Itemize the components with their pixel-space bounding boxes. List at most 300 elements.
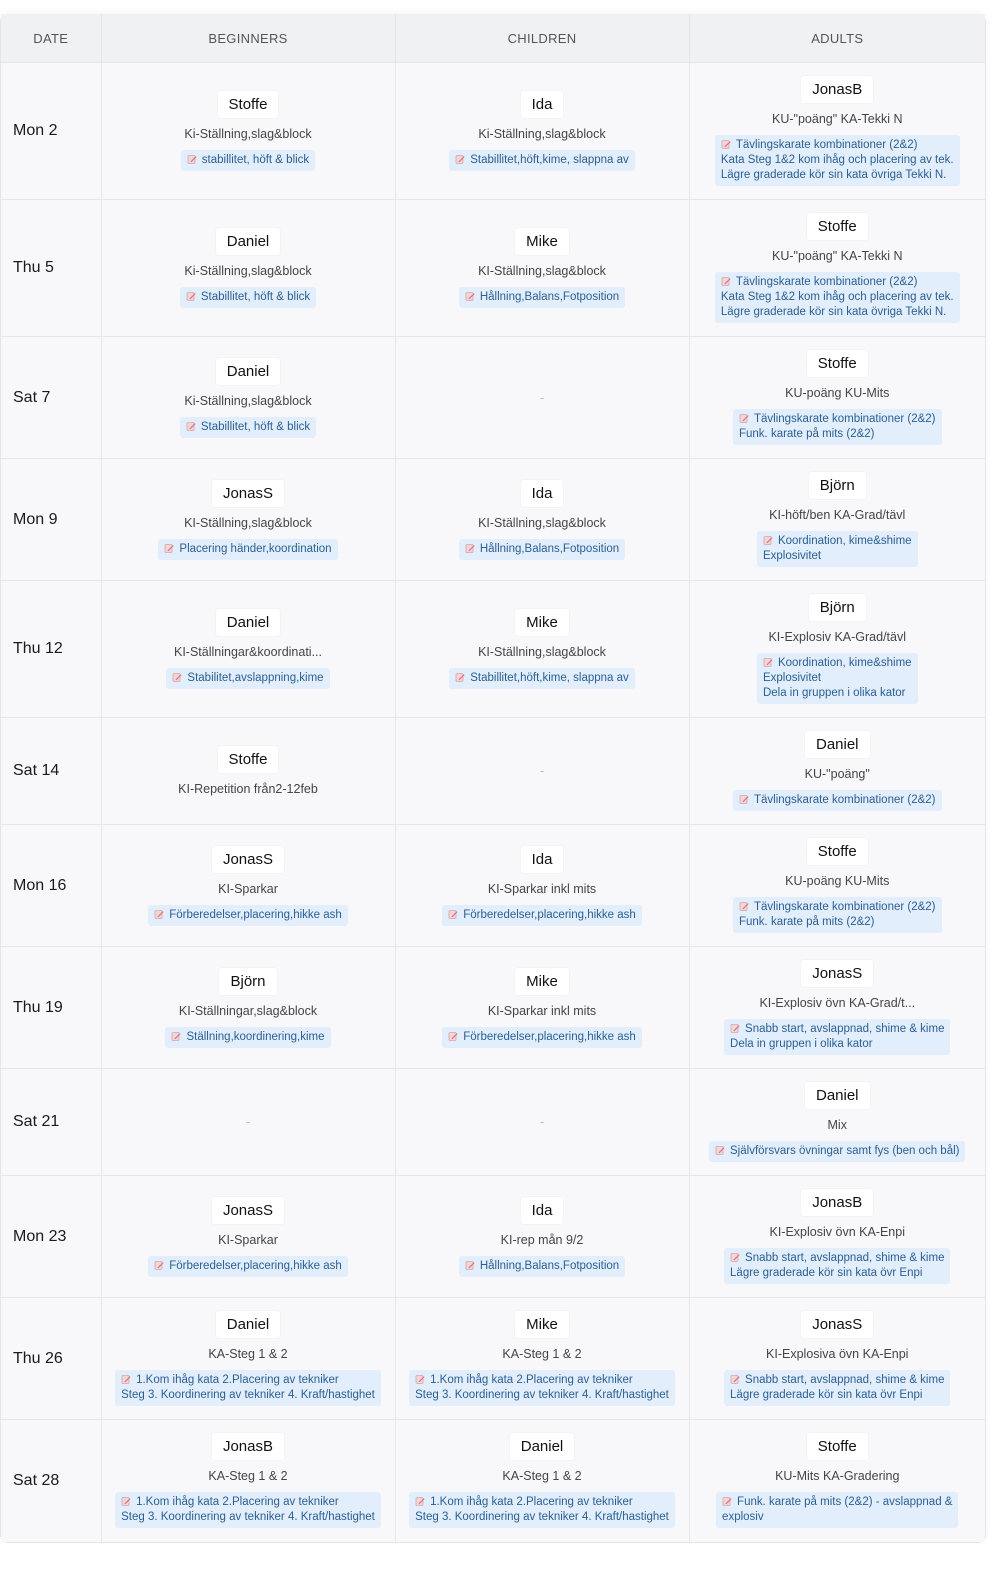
session-topic: KI-Ställningar,slag&block <box>178 1003 318 1018</box>
session-note <box>180 287 316 308</box>
note-text: Förberedelser,placering,hikke ash <box>169 1259 342 1272</box>
note-line <box>121 1388 375 1403</box>
note-line <box>722 1510 952 1525</box>
session-note <box>709 1141 965 1162</box>
adults-cell[interactable] <box>689 1298 985 1420</box>
instructor-name: Stoffe <box>218 746 279 773</box>
session-note <box>409 1370 675 1406</box>
session-note <box>757 531 918 567</box>
session-topic: KI-höft/ben KA-Grad/tävl <box>769 508 906 522</box>
note-text: Lägre graderade kör sin kata övr Enpi <box>730 1389 923 1401</box>
session-note <box>733 897 942 933</box>
table-row <box>1 337 985 459</box>
children-cell[interactable] <box>395 947 689 1069</box>
note-line <box>415 1373 669 1388</box>
session-topic: KI-Explosiv övn KA-Grad/t... <box>759 996 916 1010</box>
beginners-cell[interactable] <box>101 63 395 200</box>
note-line <box>415 1510 669 1525</box>
instructor-name: Daniel <box>216 358 281 385</box>
adults-cell[interactable] <box>689 718 985 825</box>
adults-cell[interactable] <box>689 1420 985 1542</box>
session-topic: KA-Steg 1 & 2 <box>502 1347 582 1361</box>
empty-marker: - <box>539 389 545 405</box>
note-line <box>721 290 954 305</box>
note-text: Lägre graderade kör sin kata övr Enpi <box>730 1267 923 1279</box>
session-entry <box>690 1082 986 1162</box>
note-line <box>739 915 936 930</box>
session-entry <box>396 228 689 308</box>
note-line <box>730 1251 944 1266</box>
table-row <box>1 1420 985 1542</box>
instructor-name: JonasB <box>212 1433 284 1460</box>
instructor-name: Daniel <box>805 731 870 758</box>
date-cell: Thu 26 <box>1 1298 101 1420</box>
instructor-name: Stoffe <box>807 350 868 377</box>
children-cell[interactable] <box>395 718 689 825</box>
session-topic: KU-"poäng" <box>804 767 870 781</box>
note-icon <box>171 1031 181 1041</box>
session-entry <box>396 1197 689 1277</box>
note-line <box>730 1373 944 1388</box>
beginners-cell[interactable] <box>101 1069 395 1176</box>
note-text: Stabillitet,höft,kime, slappna av <box>470 672 629 684</box>
note-text: Ställning,koordinering,kime <box>186 1030 325 1043</box>
note-icon <box>121 1374 131 1384</box>
note-text: Dela in gruppen i olika kator <box>730 1038 873 1050</box>
session-note <box>115 1370 381 1406</box>
instructor-name: Björn <box>219 968 276 995</box>
session-note <box>715 272 960 323</box>
table-row <box>1 947 985 1069</box>
note-line <box>154 908 342 923</box>
session-entry <box>102 1197 395 1277</box>
session-entry <box>396 609 689 689</box>
session-note <box>180 417 316 438</box>
note-text: 1.Kom ihåg kata 2.Placering av tekniker <box>136 1374 339 1386</box>
beginners-cell[interactable] <box>101 718 395 825</box>
empty-marker: - <box>539 1114 545 1129</box>
note-line <box>455 153 629 168</box>
note-line <box>415 1495 669 1510</box>
note-line <box>721 275 954 290</box>
note-text: Kata Steg 1&2 kom ihåg och placering av tek. <box>720 291 954 303</box>
column-header-children[interactable]: CHILDREN <box>395 14 689 63</box>
table-row <box>1 1298 985 1420</box>
date-cell: Thu 12 <box>1 581 101 718</box>
children-cell[interactable] <box>395 1176 689 1298</box>
adults-cell[interactable] <box>689 459 985 581</box>
instructor-name: JonasS <box>801 960 873 987</box>
note-text: Tävlingskarate kombinationer (2&2) <box>735 139 918 151</box>
session-entry <box>690 960 986 1055</box>
session-topic: Ki-Ställning,slag&block <box>478 127 606 141</box>
note-text: Tävlingskarate kombinationer (2&2) <box>753 794 936 806</box>
session-entry <box>102 846 395 926</box>
note-text: Tävlingskarate kombinationer (2&2) <box>753 413 936 425</box>
note-line <box>721 305 954 320</box>
date-cell: Sat 21 <box>1 1069 101 1176</box>
children-cell[interactable] <box>395 1069 689 1176</box>
session-topic: KI-rep mån 9/2 <box>500 1232 584 1247</box>
note-text: Stabillitet, höft & blick <box>200 291 311 303</box>
instructor-name: JonasB <box>801 1189 873 1216</box>
note-line <box>465 290 619 305</box>
note-line <box>730 1037 944 1052</box>
beginners-cell[interactable] <box>101 581 395 718</box>
note-line <box>739 427 936 442</box>
session-topic: KI-Explosiva övn KA-Enpi <box>766 1347 909 1361</box>
column-header-adults[interactable]: ADULTS <box>689 14 985 63</box>
note-text: Snabb start, avslappnad, shime & kime <box>745 1023 945 1035</box>
beginners-cell[interactable] <box>101 337 395 459</box>
adults-cell[interactable] <box>689 63 985 200</box>
empty-marker: - <box>245 1114 251 1129</box>
note-icon <box>715 1145 725 1155</box>
session-note <box>459 1256 625 1277</box>
children-cell[interactable] <box>395 63 689 200</box>
session-entry <box>102 91 395 171</box>
note-line <box>763 534 912 549</box>
note-icon <box>415 1374 425 1384</box>
note-text: Funk. karate på mits (2&2) <box>738 428 875 440</box>
note-icon <box>455 154 465 164</box>
note-line <box>763 549 912 564</box>
session-topic: KI-Sparkar <box>218 881 278 896</box>
note-text: Förberedelser,placering,hikke ash <box>169 908 342 921</box>
session-topic: Ki-Ställning,slag&block <box>184 264 312 278</box>
table-row <box>1 825 985 947</box>
session-topic: Ki-Ställning,slag&block <box>184 393 312 408</box>
note-line <box>721 153 954 168</box>
instructor-name: JonasS <box>212 846 284 873</box>
session-note <box>724 1019 950 1055</box>
session-note <box>733 409 942 445</box>
beginners-cell[interactable] <box>101 459 395 581</box>
note-line <box>739 900 936 915</box>
children-cell[interactable] <box>395 337 689 459</box>
note-text: stabillitet, höft & blick <box>201 154 310 166</box>
note-text: Funk. karate på mits (2&2) <box>738 916 875 928</box>
instructor-name: Daniel <box>510 1433 575 1460</box>
session-topic: KA-Steg 1 & 2 <box>502 1469 582 1484</box>
adults-cell[interactable] <box>689 1069 985 1176</box>
session-topic: KI-Ställning,slag&block <box>184 515 312 530</box>
note-icon <box>739 794 749 804</box>
note-icon <box>465 291 475 301</box>
note-icon <box>763 535 773 545</box>
note-icon <box>186 421 196 431</box>
instructor-name: Mike <box>515 609 569 636</box>
note-icon <box>730 1374 740 1384</box>
date-cell: Sat 14 <box>1 718 101 825</box>
note-line <box>739 793 936 808</box>
children-cell[interactable] <box>395 1420 689 1542</box>
note-line <box>763 656 912 671</box>
session-topic: Mix <box>827 1118 847 1132</box>
instructor-name: Stoffe <box>807 1433 868 1460</box>
instructor-name: JonasB <box>801 76 873 103</box>
instructor-name: Stoffe <box>807 213 868 240</box>
session-note <box>724 1370 950 1406</box>
note-text: Stabillitet, höft & blick <box>200 420 311 433</box>
date-cell: Mon 2 <box>1 63 101 200</box>
date-cell: Mon 9 <box>1 459 101 581</box>
session-note <box>442 1027 642 1048</box>
instructor-name: JonasS <box>801 1311 873 1338</box>
note-line <box>172 671 323 686</box>
instructor-name: Mike <box>515 968 569 995</box>
note-text: 1.Kom ihåg kata 2.Placering av tekniker <box>430 1374 633 1386</box>
note-text: Hållning,Balans,Fotposition <box>479 1259 620 1272</box>
session-entry <box>396 846 689 926</box>
session-entry <box>690 213 986 323</box>
note-icon <box>730 1023 740 1033</box>
note-text: Explosivitet <box>762 672 822 684</box>
note-line <box>721 168 954 183</box>
instructor-name: Daniel <box>216 609 281 636</box>
adults-cell[interactable] <box>689 825 985 947</box>
note-icon <box>739 901 749 911</box>
note-text: Tävlingskarate kombinationer (2&2) <box>735 276 918 288</box>
note-line <box>164 542 331 557</box>
note-line <box>448 1030 636 1045</box>
session-topic: Ki-Ställning,slag&block <box>184 127 312 141</box>
instructor-name: JonasS <box>212 1197 284 1224</box>
session-entry <box>690 1433 986 1528</box>
note-line <box>121 1373 375 1388</box>
table-row <box>1 459 985 581</box>
table-row <box>1 1176 985 1298</box>
note-text: explosiv <box>722 1511 764 1524</box>
note-text: Stabilitet,avslappning,kime <box>187 672 324 684</box>
note-line <box>187 153 309 168</box>
empty-marker: - <box>539 763 545 778</box>
children-cell[interactable] <box>395 581 689 718</box>
note-text: Förberedelser,placering,hikke ash <box>463 908 636 921</box>
schedule-table <box>1 14 985 1542</box>
note-icon <box>722 1496 732 1506</box>
note-icon <box>721 139 731 149</box>
note-line <box>448 908 636 923</box>
note-icon <box>455 672 465 682</box>
table-row <box>1 63 985 200</box>
beginners-cell[interactable] <box>101 947 395 1069</box>
instructor-name: Daniel <box>216 1311 281 1338</box>
note-text: Steg 3. Koordinering av tekniker 4. Kraft/hastighet <box>415 1389 669 1401</box>
note-icon <box>154 909 164 919</box>
session-topic: KI-Ställning,slag&block <box>478 515 606 530</box>
note-line <box>730 1388 944 1403</box>
note-text: Explosivitet <box>762 550 822 562</box>
note-icon <box>164 543 174 553</box>
session-note <box>148 905 348 926</box>
beginners-cell[interactable] <box>101 1176 395 1298</box>
session-note <box>724 1248 950 1284</box>
table-row <box>1 718 985 825</box>
beginners-cell[interactable] <box>101 200 395 337</box>
session-entry <box>396 1433 689 1528</box>
table-row <box>1 1069 985 1176</box>
note-icon <box>415 1496 425 1506</box>
note-icon <box>448 909 458 919</box>
session-entry <box>690 350 986 445</box>
note-text: Tävlingskarate kombinationer (2&2) <box>753 901 936 913</box>
instructor-name: Mike <box>515 1311 569 1338</box>
session-note <box>115 1492 381 1528</box>
note-text: 1.Kom ihåg kata 2.Placering av tekniker <box>430 1496 633 1509</box>
session-note <box>158 539 337 560</box>
note-line <box>730 1266 944 1281</box>
instructor-name: Stoffe <box>218 91 279 118</box>
note-icon <box>465 1260 475 1270</box>
session-topic: KU-poäng KU-Mits <box>785 874 890 888</box>
note-text: Koordination, kime&shime <box>777 657 912 669</box>
instructor-name: Daniel <box>216 228 281 255</box>
note-icon <box>465 543 475 553</box>
session-topic: KI-Explosiv KA-Grad/tävl <box>768 630 907 644</box>
session-topic: KI-Explosiv övn KA-Enpi <box>769 1225 905 1239</box>
session-entry <box>690 1189 986 1284</box>
session-topic: KU-Mits KA-Gradering <box>775 1469 900 1484</box>
note-icon <box>154 1260 164 1270</box>
note-line <box>715 1144 959 1159</box>
session-entry <box>690 472 986 567</box>
children-cell[interactable] <box>395 825 689 947</box>
instructor-name: JonasS <box>212 480 284 507</box>
session-note <box>166 668 329 689</box>
note-text: Självförsvars övningar samt fys (ben och bål) <box>730 1145 960 1157</box>
date-cell: Sat 28 <box>1 1420 101 1542</box>
session-topic: KI-Sparkar inkl mits <box>487 1003 597 1018</box>
adults-cell[interactable] <box>689 947 985 1069</box>
note-text: Koordination, kime&shime <box>777 535 912 547</box>
note-icon <box>739 413 749 423</box>
session-entry <box>396 480 689 560</box>
note-line <box>186 290 310 305</box>
children-cell[interactable] <box>395 459 689 581</box>
instructor-name: Ida <box>521 91 564 118</box>
session-note <box>459 287 625 308</box>
session-entry <box>690 1311 986 1406</box>
note-line <box>721 138 954 153</box>
instructor-name: Daniel <box>805 1082 870 1109</box>
children-cell[interactable] <box>395 200 689 337</box>
note-icon <box>448 1031 458 1041</box>
session-note <box>459 539 625 560</box>
session-topic: KU-"poäng" KA-Tekki N <box>772 112 903 126</box>
column-header-date[interactable]: DATE <box>1 14 101 63</box>
note-line <box>763 671 912 686</box>
note-text: Förberedelser,placering,hikke ash <box>463 1030 636 1043</box>
note-line <box>465 542 619 557</box>
note-icon <box>172 672 182 682</box>
adults-cell[interactable] <box>689 581 985 718</box>
session-topic: KU-poäng KU-Mits <box>785 386 890 400</box>
note-line <box>730 1022 944 1037</box>
note-text: Steg 3. Koordinering av tekniker 4. Kraft/hastighet <box>415 1511 669 1524</box>
session-note <box>148 1256 348 1277</box>
table-row <box>1 200 985 337</box>
adults-cell[interactable] <box>689 1176 985 1298</box>
session-entry <box>102 358 395 438</box>
note-text: 1.Kom ihåg kata 2.Placering av tekniker <box>136 1496 339 1509</box>
note-text: Hållning,Balans,Fotposition <box>479 291 620 303</box>
session-entry <box>690 76 986 186</box>
note-icon <box>121 1496 131 1506</box>
note-icon <box>763 657 773 667</box>
note-text: Funk. karate på mits (2&2) - avslappnad & <box>737 1496 953 1509</box>
session-entry <box>396 1311 689 1406</box>
beginners-cell[interactable] <box>101 1420 395 1542</box>
instructor-name: Björn <box>809 594 866 621</box>
note-text: Lägre graderade kör sin kata övriga Tekki N. <box>720 169 947 181</box>
session-entry <box>102 968 395 1048</box>
column-header-beginners[interactable]: BEGINNERS <box>101 14 395 63</box>
note-text: Hållning,Balans,Fotposition <box>479 542 620 555</box>
adults-cell[interactable] <box>689 200 985 337</box>
instructor-name: Mike <box>515 228 569 255</box>
session-note <box>716 1492 958 1528</box>
note-line <box>121 1510 375 1525</box>
note-text: Placering händer,koordination <box>179 542 332 555</box>
note-line <box>186 420 310 435</box>
note-text: Kata Steg 1&2 kom ihåg och placering av tek. <box>720 154 954 166</box>
note-icon <box>721 276 731 286</box>
session-entry <box>690 838 986 933</box>
session-note <box>442 905 642 926</box>
session-note <box>757 653 918 704</box>
note-line <box>763 686 912 701</box>
session-entry <box>690 731 986 811</box>
session-entry <box>396 968 689 1048</box>
note-icon <box>187 154 197 164</box>
session-topic: KI-Sparkar <box>218 1232 278 1247</box>
instructor-name: Ida <box>521 1197 564 1224</box>
session-entry <box>102 228 395 308</box>
session-topic: KI-Sparkar inkl mits <box>487 881 597 896</box>
session-entry <box>102 609 395 689</box>
session-note <box>181 150 315 171</box>
note-line <box>171 1030 324 1045</box>
beginners-cell[interactable] <box>101 825 395 947</box>
note-line <box>739 412 936 427</box>
session-topic: KU-"poäng" KA-Tekki N <box>772 249 903 263</box>
children-cell[interactable] <box>395 1298 689 1420</box>
note-line <box>722 1495 952 1510</box>
session-entry <box>690 594 986 704</box>
note-text: Lägre graderade kör sin kata övriga Tekki N. <box>720 306 947 318</box>
instructor-name: Stoffe <box>807 838 868 865</box>
note-icon <box>186 291 196 301</box>
note-line <box>415 1388 669 1403</box>
note-text: Steg 3. Koordinering av tekniker 4. Kraft/hastighet <box>121 1511 375 1524</box>
session-note <box>409 1492 675 1528</box>
session-note <box>715 135 960 186</box>
adults-cell[interactable] <box>689 337 985 459</box>
instructor-name: Ida <box>521 480 564 507</box>
date-cell: Thu 19 <box>1 947 101 1069</box>
note-line <box>154 1259 342 1274</box>
session-topic: KA-Steg 1 & 2 <box>208 1469 288 1484</box>
session-entry <box>102 746 395 796</box>
instructor-name: Ida <box>521 846 564 873</box>
table-row <box>1 581 985 718</box>
session-entry <box>102 480 395 560</box>
session-topic: KA-Steg 1 & 2 <box>208 1347 288 1361</box>
date-cell: Mon 23 <box>1 1176 101 1298</box>
beginners-cell[interactable] <box>101 1298 395 1420</box>
session-note <box>449 150 635 171</box>
